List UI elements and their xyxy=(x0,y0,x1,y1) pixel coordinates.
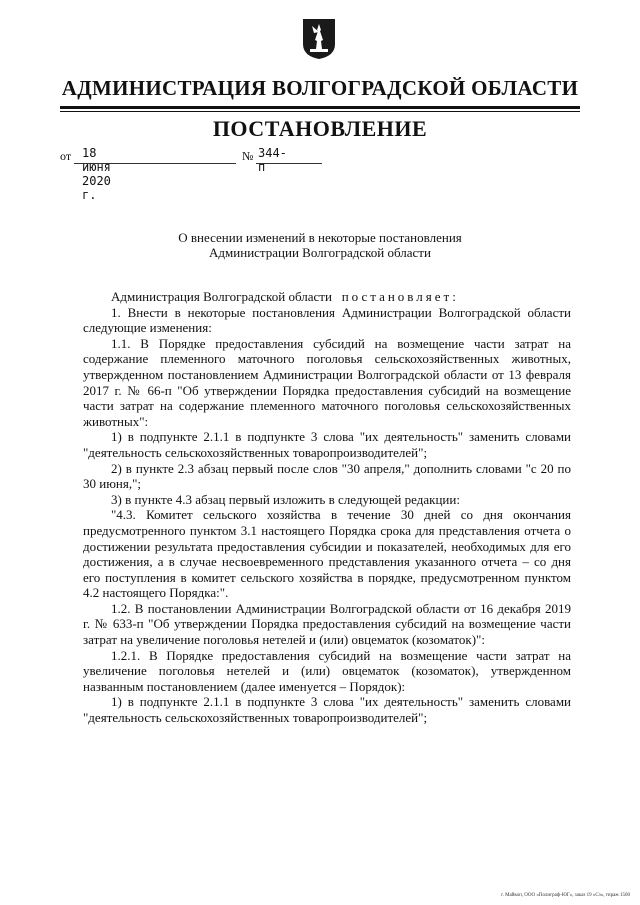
coat-of-arms-icon xyxy=(302,18,336,60)
body-paragraph xyxy=(83,289,571,305)
preamble-text: Администрация Волгоградской области xyxy=(111,289,332,304)
document-type: ПОСТАНОВЛЕНИЕ xyxy=(212,116,428,141)
body-paragraph: 1.2.1. В Порядке предоставления субсидий на возмещение части затрат на увеличение поголовья нетелей и (или) овцематок (козоматок), утвержденном названным постановлением (далее именуется – Порядок): xyxy=(83,647,571,694)
body-paragraph: 1. Внести в некоторые постановления Администрации Волгоградской области следующие изменения: xyxy=(83,304,571,336)
body-paragraph: 3) в пункте 4.3 абзац первый изложить в следующей редакции: xyxy=(111,491,460,507)
body-paragraph: 1) в подпункте 2.1.1 в подпункте 3 слова "их деятельность" заменить словами "деятельность сельскохозяйственных товаропроизводителей"; xyxy=(83,429,571,460)
body-paragraph: 2) в пункте 2.3 абзац первый после слов "30 апреля," дополнить словами "с 20 по 30 июня,"; xyxy=(83,460,571,492)
document-body xyxy=(83,289,571,726)
body-paragraph: 1) в подпункте 2.1.1 в подпункте 3 слова "их деятельность" заменить словами "деятельность сельскохозяйственных товаропроизводителей"; xyxy=(83,694,571,726)
document-subject xyxy=(140,230,500,260)
subject-line-2: Администрации Волгоградской области xyxy=(209,245,431,260)
number-value: 344-п xyxy=(258,146,287,174)
date-label: от xyxy=(60,149,72,163)
organization-title: АДМИНИСТРАЦИЯ ВОЛГОГРАДСКОЙ ОБЛАСТИ xyxy=(61,76,579,100)
date-underline xyxy=(74,163,236,164)
print-footer: г. Майкоп, ООО «Полиграф-ЮГ», заказ 19 «Сз», тираж 1500 xyxy=(501,893,630,898)
preamble-decree-word: постановляет: xyxy=(341,289,459,304)
body-paragraph: "4.3. Комитет сельского хозяйства в течение 30 дней со дня окончания предусмотренного пунктом 3.1 настоящего Порядка срока для представления отчета о достижении результата предоставления субсидии и показателей, необходимых для его достижения, а в случае несвоевременного представления указанного отчета – со дня его поступления в комитет сельского хозяйства в порядке, предусмотренном пунктом 4.2 настоящего Порядка:". xyxy=(83,507,571,601)
date-value: 18 июня 2020 г. xyxy=(82,146,111,202)
body-paragraph: 1.1. В Порядке предоставления субсидий на возмещение части затрат на содержание племенного маточного поголовья сельскохозяйственных животных, утвержденном постановлением Администрации Волгоградской области от 13 февраля 2017 г. № 66-п "Об утверждении Порядка предоставления субсидий на возмещение части затрат на содержание племенного маточного поголовья сельскохозяйственных животных": xyxy=(83,335,571,429)
subject-line-1: О внесении изменений в некоторые постановления xyxy=(178,230,462,245)
header-rule xyxy=(60,106,580,109)
number-label: № xyxy=(242,149,254,163)
number-underline xyxy=(256,163,322,164)
body-paragraph: 1.2. В постановлении Администрации Волгоградской области от 16 декабря 2019 г. № 633-п "Об утверждении Порядка предоставления субсидий на возмещение части затрат на увеличение поголовья нетелей и (или) овцематок (козоматок)": xyxy=(83,600,571,648)
header-rule-thin xyxy=(60,111,580,112)
